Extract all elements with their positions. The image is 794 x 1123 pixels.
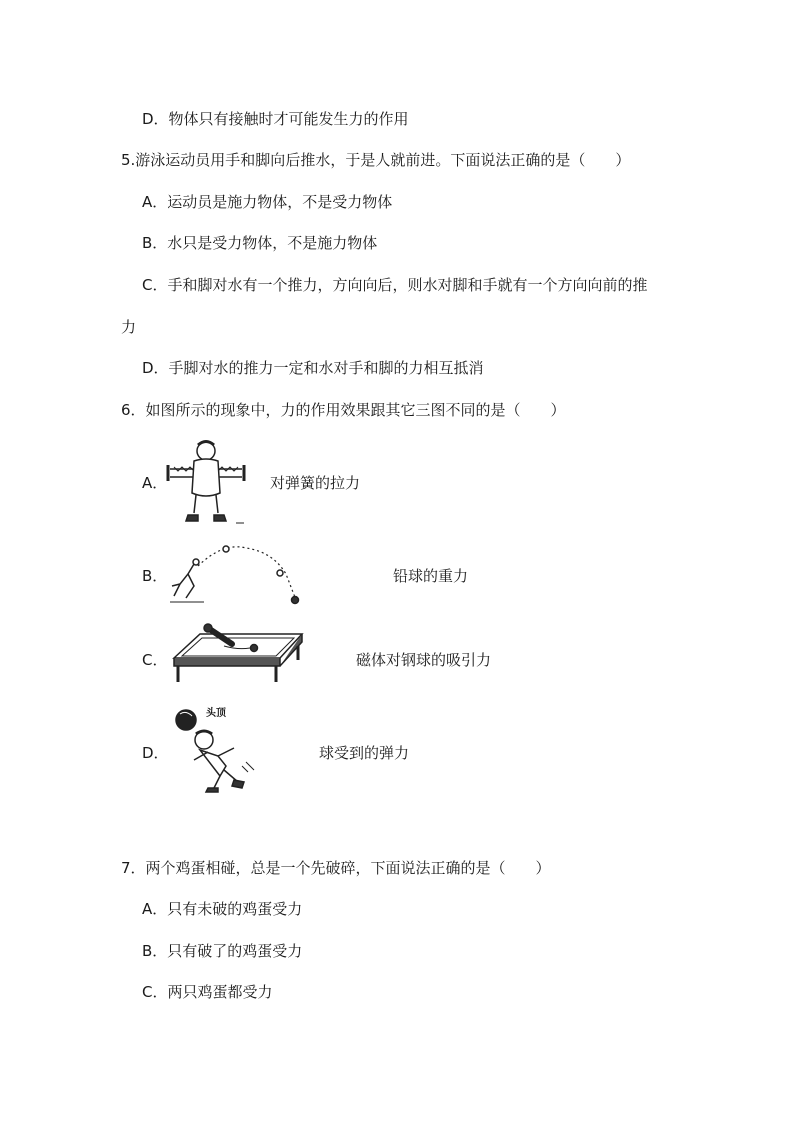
q4-option-d: D．物体只有接触时才可能发生力的作用 <box>142 110 409 128</box>
q5-option-c-line2: 力 <box>121 318 137 336</box>
q7-option-b: B．只有破了的鸡蛋受力 <box>142 942 303 960</box>
q6-option-b-caption: 铅球的重力 <box>393 567 469 585</box>
figure-c-magnet-steel-ball-table <box>168 620 308 694</box>
q6-option-a-label: A． <box>142 474 168 492</box>
q7-stem: 7．两个鸡蛋相碰，总是一个先破碎，下面说法正确的是（ ） <box>121 859 551 877</box>
figure-d-heading-ball <box>168 700 264 796</box>
q6-option-a-caption: 对弹簧的拉力 <box>270 474 361 492</box>
q5-option-b: B．水只是受力物体，不是施力物体 <box>142 234 378 252</box>
q6-option-b-label: B． <box>142 567 168 585</box>
q5-option-d: D．手脚对水的推力一定和水对手和脚的力相互抵消 <box>142 359 484 377</box>
q7-option-c: C．两只鸡蛋都受力 <box>142 983 273 1001</box>
q6-option-d-label: D． <box>142 744 169 762</box>
figure-a-spring-stretcher <box>166 437 246 525</box>
q5-option-c-line1: C．手和脚对水有一个推力，方向向后，则水对脚和手就有一个方向向前的推 <box>142 276 648 294</box>
q6-option-d-caption: 球受到的弹力 <box>319 744 410 762</box>
q7-option-a: A．只有未破的鸡蛋受力 <box>142 900 303 918</box>
q6-option-c-caption: 磁体对钢球的吸引力 <box>356 651 492 669</box>
q6-option-c-label: C． <box>142 651 168 669</box>
q5-option-a: A．运动员是施力物体，不是受力物体 <box>142 193 393 211</box>
figure-b-shot-put-trajectory <box>168 540 306 608</box>
q6-stem: 6．如图所示的现象中，力的作用效果跟其它三图不同的是（ ） <box>121 401 566 419</box>
figure-d-text: 头顶 <box>206 708 226 719</box>
q5-stem: 5.游泳运动员用手和脚向后推水，于是人就前进。下面说法正确的是（ ） <box>121 151 631 169</box>
